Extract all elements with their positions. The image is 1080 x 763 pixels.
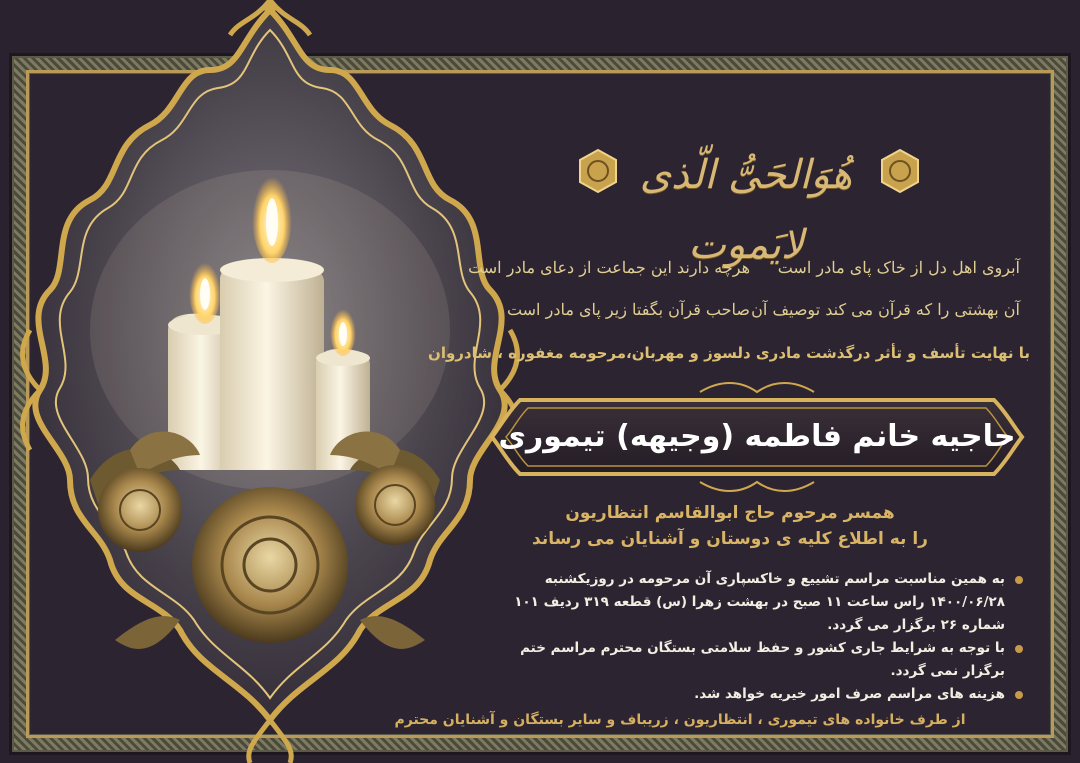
spouse-line-2: را به اطلاع کلیه ی دوستان و آشنایان می رساند xyxy=(532,529,928,549)
bullet-dot-icon xyxy=(1015,645,1023,653)
deceased-name: حاجیه خانم فاطمه (وجیهه) تیموری xyxy=(498,419,1016,454)
spouse-line-1: همسر مرحوم حاج ابوالقاسم انتظاریون xyxy=(565,503,895,523)
notice-list xyxy=(480,568,1025,706)
notice-item xyxy=(480,637,1025,683)
poem-line-2-left: صاحب قرآن بگفتا زیر پای مادر است xyxy=(506,300,750,319)
poem-line-2-right: آن بهشتی را که قرآن می کند توصیف آن xyxy=(751,300,1020,319)
notice-text: هزینه های مراسم صرف امور خیریه خواهد شد. xyxy=(694,686,1005,702)
footer-signature: از طرف خانواده های تیموری ، انتظاریون ، زریباف و سایر بستگان و آشنایان محترم xyxy=(394,712,966,728)
spouse-block xyxy=(500,500,960,552)
poem-line-1-left: هرچه دارند این جماعت از دعای مادر است xyxy=(468,258,750,277)
header-calligraphy: هُوَالحَیُّ الّذی لایَموت xyxy=(639,152,853,268)
intro-line: با نهایت تأسف و تأثر درگذشت مادری دلسوز و مهربان،مرحومه مغفوره ، شادروان xyxy=(428,344,1030,362)
notice-text: با توجه به شرایط جاری کشور و حفظ سلامتی بستگان محترم مراسم ختم برگزار نمی گردد. xyxy=(520,640,1005,679)
notice-item xyxy=(480,683,1025,706)
notice-item xyxy=(480,568,1025,637)
bullet-dot-icon xyxy=(1015,576,1023,584)
notice-text: به همین مناسبت مراسم تشییع و خاکسپاری آن مرحومه در روزیکشنبه ۱۴۰۰/۰۶/۲۸ راس ساعت ۱۱ صبح در بهشت زهرا (س) قطعه ۳۱۹ ردیف ۱۰۱ شماره ۲۶ برگزار می گردد. xyxy=(514,571,1005,633)
poem-line-1-right: آبروی اهل دل از خاک پای مادر است xyxy=(777,258,1020,277)
bullet-dot-icon xyxy=(1015,691,1023,699)
